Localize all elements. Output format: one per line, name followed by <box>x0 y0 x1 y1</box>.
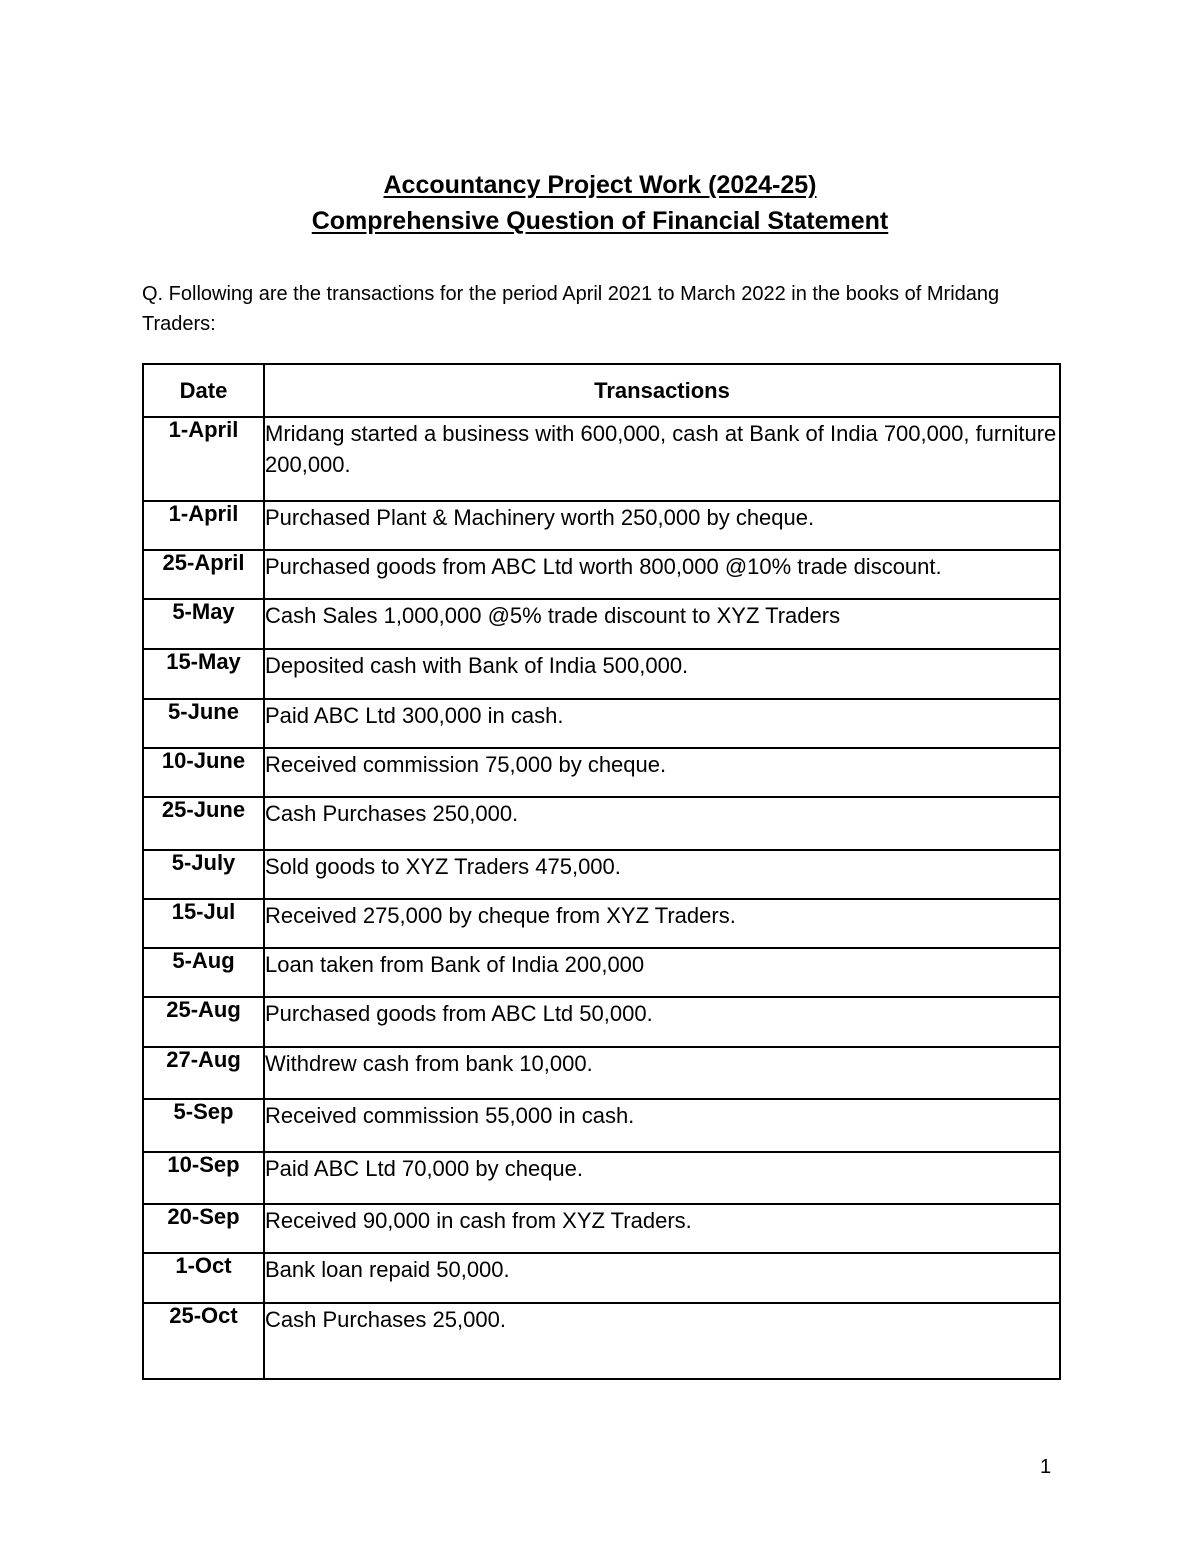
date-cell: 15-May <box>143 649 264 699</box>
table-row <box>143 850 1060 899</box>
table-row <box>143 748 1060 797</box>
transaction-cell: Paid ABC Ltd 70,000 by cheque. <box>264 1152 1060 1204</box>
table-row <box>143 1047 1060 1099</box>
transaction-cell: Cash Sales 1,000,000 @5% trade discount to XYZ Traders <box>264 599 1060 649</box>
date-cell: 15-Jul <box>143 899 264 948</box>
table-row <box>143 997 1060 1047</box>
table-row <box>143 1204 1060 1253</box>
table-row <box>143 797 1060 850</box>
transaction-cell: Received commission 55,000 in cash. <box>264 1099 1060 1152</box>
transaction-cell: Cash Purchases 250,000. <box>264 797 1060 850</box>
transaction-cell: Received commission 75,000 by cheque. <box>264 748 1060 797</box>
page-title: Accountancy Project Work (2024-25) <box>383 171 817 199</box>
table-row <box>143 1099 1060 1152</box>
date-cell: 10-Sep <box>143 1152 264 1204</box>
transaction-cell: Purchased goods from ABC Ltd worth 800,000 @10% trade discount. <box>264 550 1060 599</box>
date-cell: 27-Aug <box>143 1047 264 1099</box>
transaction-cell: Bank loan repaid 50,000. <box>264 1253 1060 1303</box>
transactions-table <box>142 363 1061 1380</box>
date-cell: 5-June <box>143 699 264 748</box>
table-row <box>143 1303 1060 1379</box>
date-cell: 1-April <box>143 501 264 550</box>
transaction-cell: Mridang started a business with 600,000, cash at Bank of India 700,000, furniture 200,000. <box>264 417 1060 501</box>
column-header-date: Date <box>143 364 264 417</box>
page-number: 1 <box>1040 1456 1052 1478</box>
date-cell: 25-June <box>143 797 264 850</box>
date-cell: 5-Aug <box>143 948 264 997</box>
transaction-cell: Deposited cash with Bank of India 500,000. <box>264 649 1060 699</box>
date-cell: 10-June <box>143 748 264 797</box>
table-row <box>143 501 1060 550</box>
table-body <box>143 417 1060 1379</box>
date-cell: 25-April <box>143 550 264 599</box>
transaction-cell: Paid ABC Ltd 300,000 in cash. <box>264 699 1060 748</box>
table-row <box>143 899 1060 948</box>
transaction-cell: Received 275,000 by cheque from XYZ Traders. <box>264 899 1060 948</box>
table-row <box>143 699 1060 748</box>
table-header-row <box>143 364 1060 417</box>
table-row <box>143 550 1060 599</box>
date-cell: 1-Oct <box>143 1253 264 1303</box>
transaction-cell: Sold goods to XYZ Traders 475,000. <box>264 850 1060 899</box>
transaction-cell: Received 90,000 in cash from XYZ Traders. <box>264 1204 1060 1253</box>
column-header-transactions: Transactions <box>264 364 1060 417</box>
page-subtitle: Comprehensive Question of Financial Statement <box>311 207 889 235</box>
table-row <box>143 948 1060 997</box>
transaction-cell: Purchased Plant & Machinery worth 250,000 by cheque. <box>264 501 1060 550</box>
date-cell: 20-Sep <box>143 1204 264 1253</box>
date-cell: 25-Oct <box>143 1303 264 1379</box>
date-cell: 25-Aug <box>143 997 264 1047</box>
transaction-cell: Purchased goods from ABC Ltd 50,000. <box>264 997 1060 1047</box>
table-row <box>143 1253 1060 1303</box>
transaction-cell: Loan taken from Bank of India 200,000 <box>264 948 1060 997</box>
date-cell: 5-May <box>143 599 264 649</box>
table-row <box>143 599 1060 649</box>
question-text: Q. Following are the transactions for the period April 2021 to March 2022 in the books of Mridang Traders: <box>142 283 1000 335</box>
date-cell: 5-July <box>143 850 264 899</box>
table-row <box>143 649 1060 699</box>
transaction-cell: Withdrew cash from bank 10,000. <box>264 1047 1060 1099</box>
table-row <box>143 417 1060 501</box>
date-cell: 1-April <box>143 417 264 501</box>
table-row <box>143 1152 1060 1204</box>
transaction-cell: Cash Purchases 25,000. <box>264 1303 1060 1379</box>
date-cell: 5-Sep <box>143 1099 264 1152</box>
